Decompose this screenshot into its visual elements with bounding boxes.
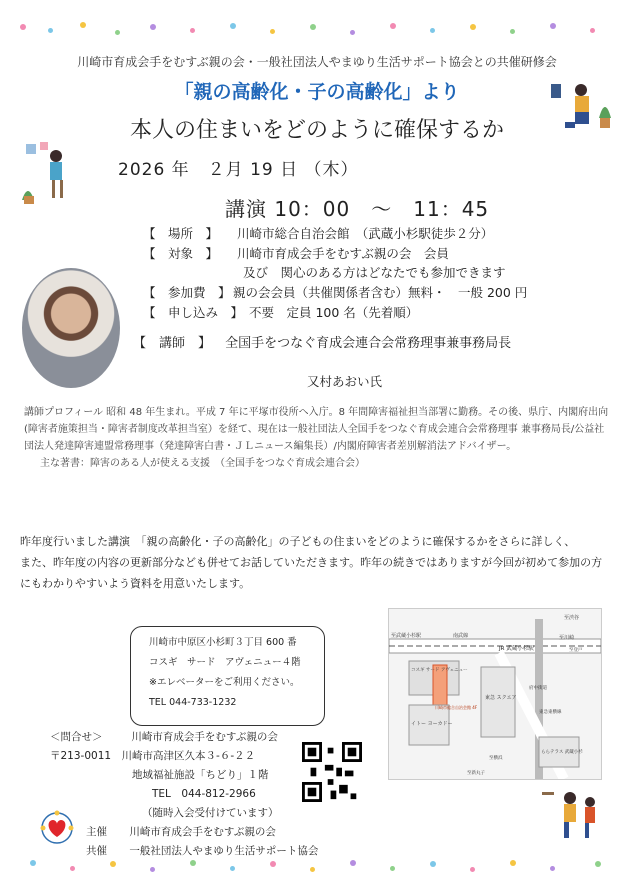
intro-line: にもわかりやすいよう資料を用意いたします。 [20, 577, 251, 590]
contact-label: ＜問合せ＞ [50, 731, 103, 743]
person-on-stool-illustration [18, 140, 78, 206]
host-name: 川崎市育成会手をむすぶ親の会 [129, 826, 276, 838]
venue-building: コスギ サード アヴェニュー４階 [149, 657, 301, 668]
lecturer-name: 又村あおい氏 [307, 374, 383, 389]
contact-org: 川崎市育成会手をむすぶ親の会 [131, 731, 278, 743]
host-row [86, 823, 318, 842]
profile-works: 主な著書：障害のある人が使える支援 （全国手をつなぐ育成会連合会） [40, 458, 365, 469]
contact-postal: 〒213-0011 川崎市高津区久本３-６-２２ [50, 750, 256, 762]
map-label: 府中街道 [529, 686, 547, 691]
family-illustration [540, 786, 610, 842]
page-title: 本人の住まいをどのように確保するか [129, 118, 504, 143]
map-label: 至横浜 [489, 756, 503, 761]
detail-value: 及び 関心のある方はどなたでも参加できます [243, 265, 506, 280]
detail-label: 【 講師 】 [133, 336, 212, 351]
host-role: 共催 [86, 845, 107, 857]
map-label: 東急東横線 [539, 710, 562, 715]
detail-value: 親の会会員（共催関係者含む）無料・ 一般 200 円 [232, 285, 528, 300]
lecturer-role: 全国手をつなぐ育成会連合会常務理事兼事務局長 [225, 336, 512, 351]
detail-label: 【 対象 】 [143, 246, 219, 261]
profile-text: 講師プロフィール 昭和 48 年生まれ。平成 7 年に平塚市役所へ入庁。8 年間障害福祉担当部署に勤務。その後、県庁、内閣府出向 (障害者施策担当・障害者制度改革担当室）を経て、現在は一般社団法人全国手をつなぐ育成会連合会常務理事 兼事務局長/公益社団法人発達障害連盟常務理事（発達障害白書・ＪＬニュース編集長）/内閣府障害者差別解消法アドバイザー。 [24, 407, 609, 452]
map-label: JR 武蔵小杉駅 [499, 646, 534, 652]
detail-value: 川崎市育成会手をむすぶ親の会 会員 [236, 246, 449, 261]
event-time: 講演 10：00 ～ 11：45 [225, 197, 490, 221]
host-name: 一般社団法人やまゆり生活サポート協会 [129, 845, 319, 857]
contact-block [50, 728, 279, 823]
map-label: コスギ サード アヴェニュー [411, 668, 468, 673]
detail-application [143, 303, 418, 321]
event-date: 2026 年 ２月 19 日 （木） [118, 160, 359, 180]
bottom-confetti-decoration [0, 852, 634, 882]
detail-target [143, 244, 449, 262]
subtitle: 「親の高齢化・子の高齢化」より [174, 81, 460, 103]
contact-facility: 地域福祉施設「ちどり」１階 [132, 769, 269, 781]
intro-line: また、昨年度の内容の更新部分なども併せてお話していただきます。昨年の続きではありますが今回が初めて参加の方 [20, 556, 603, 569]
detail-value: 不要 定員 100 名（先着順） [248, 305, 419, 320]
map-label: 至登戸 [569, 648, 583, 653]
top-confetti-decoration [0, 14, 634, 44]
venue-address: 川崎市中原区小杉町３丁目 600 番 [149, 637, 297, 648]
detail-fee [143, 283, 527, 301]
map-label: 至新丸子 [467, 771, 485, 776]
org-line: 川崎市育成会手をむすぶ親の会・一般社団法人やまゆり生活サポート協会との共催研修会 [77, 55, 557, 69]
contact-header [50, 728, 279, 747]
organization-logo [38, 810, 76, 846]
map-label: ららテラス 武蔵小杉 [541, 750, 583, 755]
map-label: 至川崎 [559, 635, 575, 641]
detail-lecturer [133, 332, 511, 351]
intro-line: 昨年度行いました講演 「親の高齢化・子の高齢化」の子どもの住まいをどのように確保するかをさらに詳しく、 [20, 535, 576, 548]
host-role: 主催 [86, 826, 107, 838]
venue-tel: TEL 044-733-1232 [149, 697, 237, 708]
map-label: 至渋谷 [564, 615, 580, 621]
detail-place [143, 224, 493, 242]
venue-note: ※エレベーターをご利用ください。 [149, 677, 300, 688]
map-label: 南武線 [453, 633, 469, 639]
detail-label: 【 場所 】 [143, 226, 219, 241]
person-with-plant-illustration [545, 78, 615, 136]
event-intro [20, 531, 620, 594]
map-label: 川崎市総合自治会館 4F [435, 705, 478, 710]
detail-label: 【 参加費 】 [143, 285, 231, 300]
map-label: 至武蔵小杉駅 [391, 633, 422, 639]
contact-hours: （随時入会受付けています） [142, 807, 279, 819]
map-label: イトー ヨーカドー [411, 721, 453, 727]
map-label: 東急 スクエア [485, 695, 517, 701]
access-map [388, 608, 602, 780]
contact-tel: TEL 044-812-2966 [152, 788, 256, 800]
venue-box [130, 626, 325, 726]
qr-code[interactable] [302, 742, 362, 802]
detail-target-extra [243, 263, 506, 281]
lecturer-photo [22, 268, 120, 388]
lecturer-profile [24, 404, 614, 472]
detail-label: 【 申し込み 】 [143, 305, 244, 320]
detail-value: 川崎市総合自治会館 （武蔵小杉駅徒歩２分） [236, 226, 494, 241]
